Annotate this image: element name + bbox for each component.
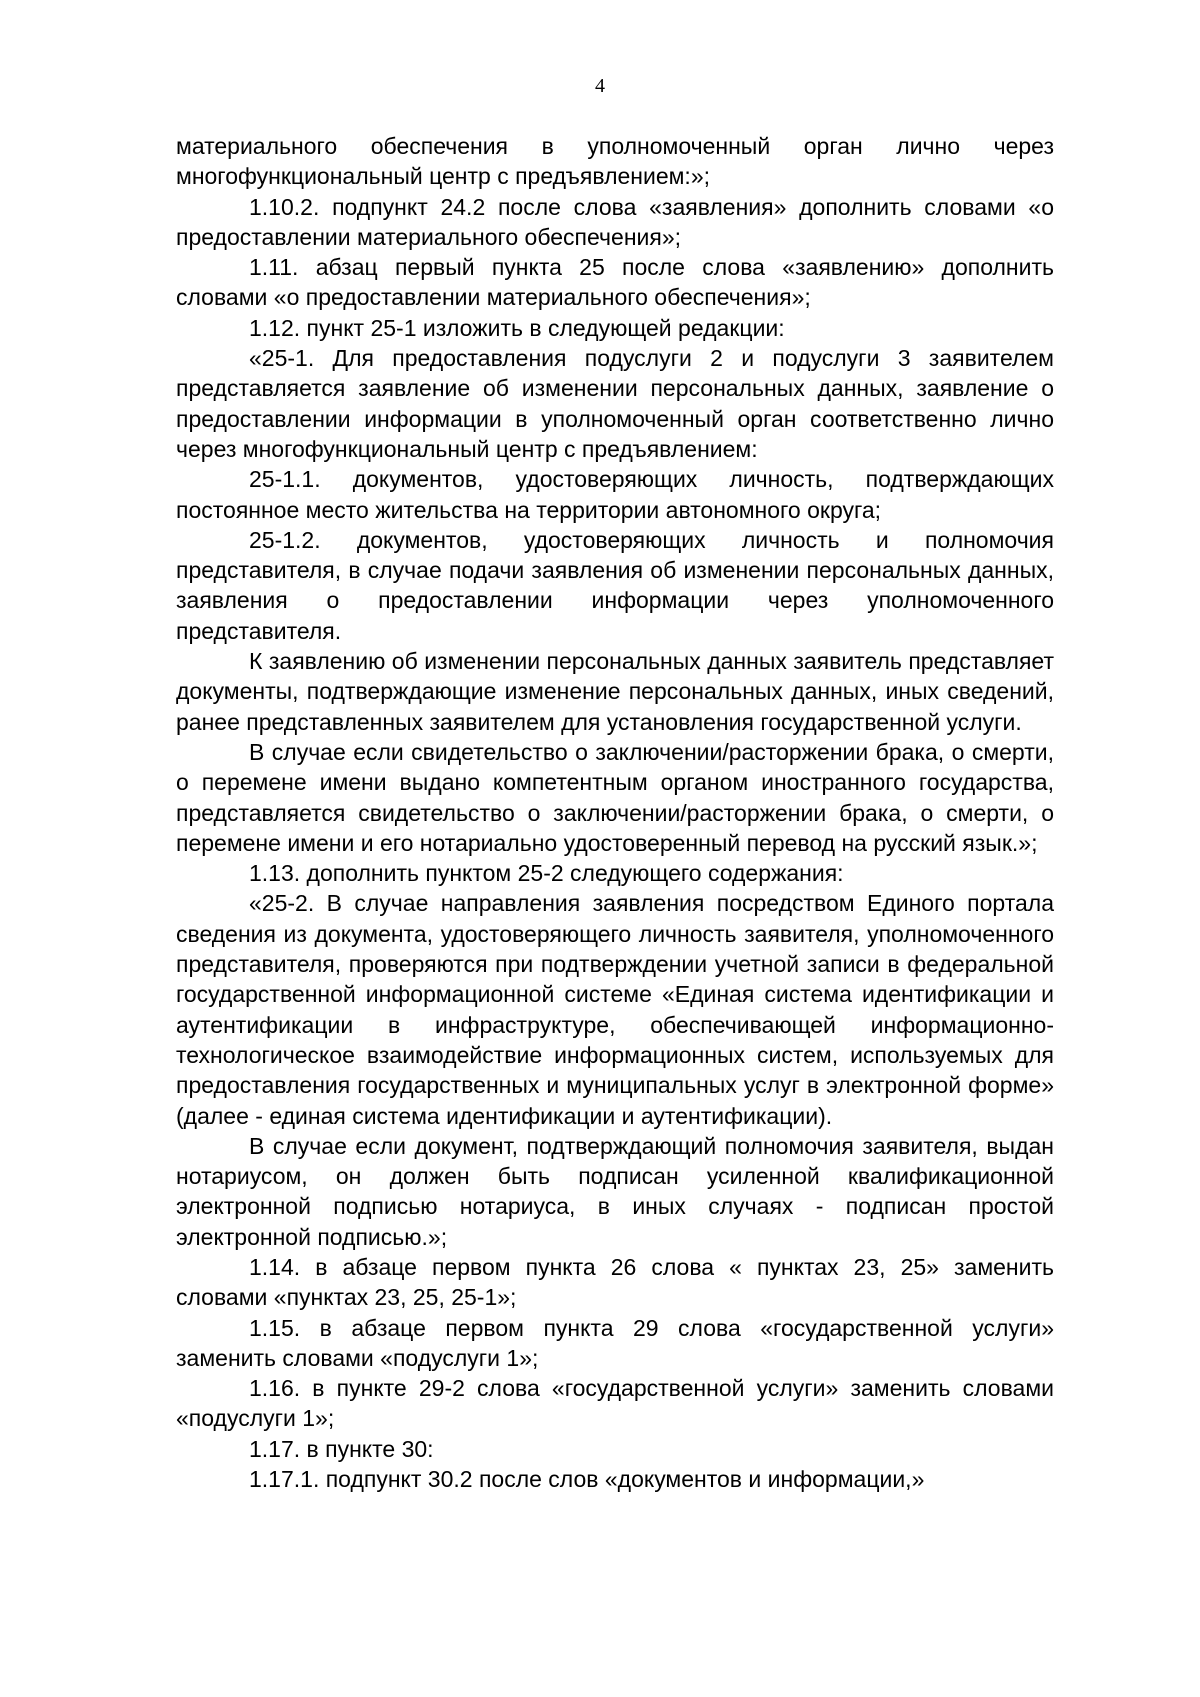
document-body <box>176 131 1054 1494</box>
paragraph-1-16: 1.16. в пункте 29-2 слова «государственной услуги» заменить словами «подуслуги 1»; <box>176 1375 1054 1432</box>
paragraph-1-15: 1.15. в абзаце первом пункта 29 слова «государственной услуги» заменить словами «подуслуги 1»; <box>176 1314 1054 1371</box>
paragraph-1-12: 1.12. пункт 25-1 изложить в следующей редакции: <box>249 314 785 341</box>
paragraph-1-10-2: 1.10.2. подпункт 24.2 после слова «заявления» дополнить словами «о предоставлении материального обеспечения»; <box>176 193 1054 250</box>
paragraph-25-1-2: 25-1.2. документов, удостоверяющих личность и полномочия представителя, в случае подачи заявления об изменении персональных данных, заявления о предоставлении информации через уполномоченного представителя. <box>176 526 1054 644</box>
paragraph-25-1-1: 25-1.1. документов, удостоверяющих личность, подтверждающих постоянное место жительства на территории автономного округа; <box>176 466 1054 523</box>
paragraph-1-11: 1.11. абзац первый пункта 25 после слова «заявлению» дополнить словами «о предоставлении материального обеспечения»; <box>176 254 1054 311</box>
paragraph-personal-data-change: К заявлению об изменении персональных данных заявитель представляет документы, подтверждающие изменение персональных данных, иных сведений, ранее представленных заявителем для установления государственной услуги. <box>176 648 1054 735</box>
paragraph-1-17-1: 1.17.1. подпункт 30.2 после слов «документов и информации,» <box>249 1466 925 1493</box>
page-number: 4 <box>595 75 605 97</box>
paragraph-notary-signature: В случае если документ, подтверждающий полномочия заявителя, выдан нотариусом, он должен быть подписан усиленной квалификационной электронной подписью нотариуса, в иных случаях - подписан простой электронной подписью.»; <box>176 1132 1054 1250</box>
paragraph-1-17: 1.17. в пункте 30: <box>249 1435 434 1462</box>
paragraph-foreign-certificate: В случае если свидетельство о заключении/расторжении брака, о смерти, о перемене имени выдано компетентным органом иностранного государства, представляется свидетельство о заключении/расторжении брака, о смерти, о перемене имени и его нотариально удостоверенный перевод на русский язык.»; <box>176 738 1054 856</box>
paragraph-1-13: 1.13. дополнить пунктом 25-2 следующего содержания: <box>249 860 844 887</box>
paragraph-1-14: 1.14. в абзаце первом пункта 26 слова « пунктах 23, 25» заменить словами «пунктах 23, 25, 25-1»; <box>176 1253 1054 1311</box>
paragraph-continuation: материального обеспечения в уполномоченный орган лично через многофункциональный центр с предъявлением:»; <box>176 133 1054 190</box>
paragraph-25-1: «25-1. Для предоставления подуслуги 2 и подуслуги 3 заявителем представляется заявление об изменении персональных данных, заявление о предоставлении информации в уполномоченный орган соответственно лично через многофункциональный центр с предъявлением: <box>176 345 1054 462</box>
paragraph-25-2: «25-2. В случае направления заявления посредством Единого портала сведения из документа, удостоверяющего личность заявителя, уполномоченного представителя, проверяются при подтверждении учетной записи в федеральной государственной информационной системе «Единая система идентификации и аутентификации в инфраструктуре, обеспечивающей информационно-технологическое взаимодействие информационных систем, используемых для предоставления государственных и муниципальных услуг в электронной форме» (далее - единая система идентификации и аутентификации). <box>176 890 1054 1129</box>
